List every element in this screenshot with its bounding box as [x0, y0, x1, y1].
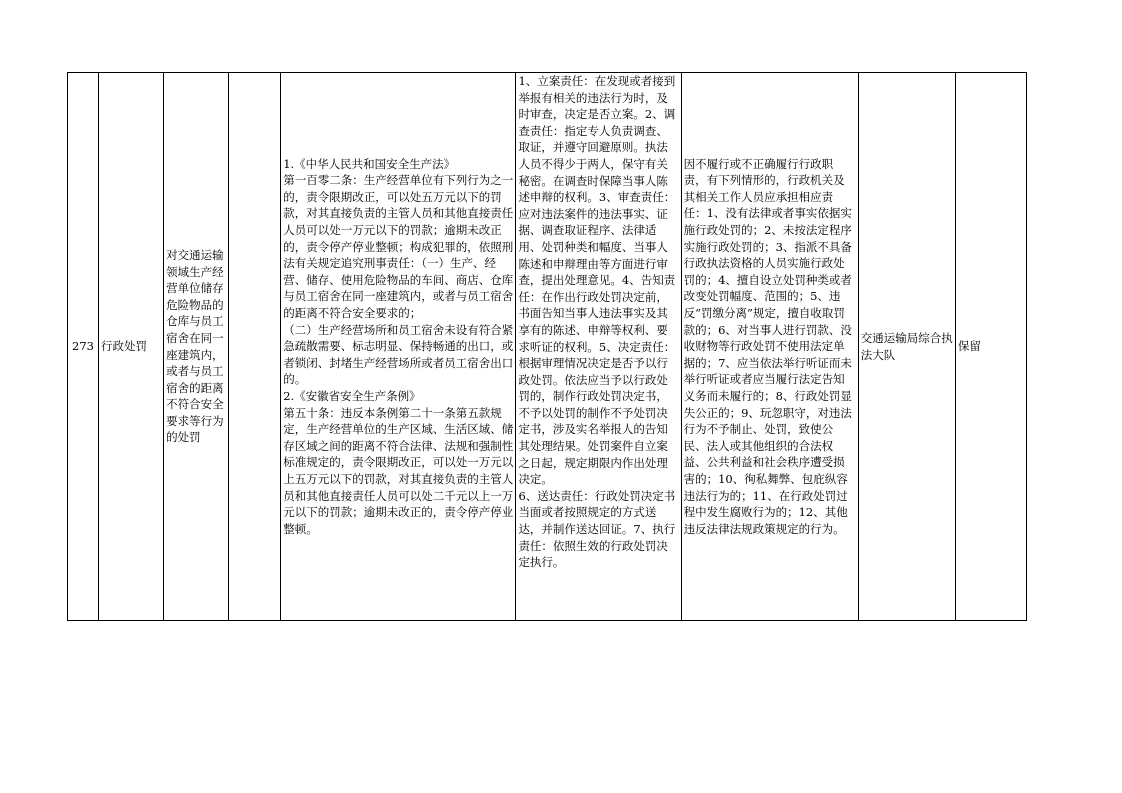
legal-basis-cell: 1.《中华人民共和国安全生产法》 第一百零二条：生产经营单位有下列行为之一的，责令限期改正，可以处五万元以下的罚款，对其直接负责的主管人员和其他直接责任人员可以处一万元以下的罚款；逾期未改正的，责令停产停业整顿；构成犯罪的，依照刑法有关规定追究刑事责任：（一）生产、经营、储存、使用危险物品的车间、商店、仓库与员工宿舍在同一座建筑内，或者与员工宿舍的距离不符合安全要求的； （二）生产经营场所和员工宿舍未设有符合紧急疏散需要、标志明显、保持畅通的出口，或者锁闭、封堵生产经营场所或者员工宿舍出口的。 2.《安徽省安全生产条例》 第五十条：违反本条例第二十一条第五款规定，生产经营单位的生产区域、生活区域、储存区域之间的距离不符合法律、法规和强制性标准规定的，责令限期改正，可以处一万元以上五万元以下的罚款，对其直接负责的主管人员和其他直接责任人员可以处二千元以上一万元以下的罚款；逾期未改正的，责令停产停业整顿。	[281, 73, 516, 621]
table-row	[68, 73, 1027, 621]
department-cell: 交通运输局综合执法大队	[858, 73, 955, 621]
liability-cell: 因不履行或不正确履行行政职责，有下列情形的，行政机关及其相关工作人员应承担相应责任：1、没有法律或者事实依据实施行政处罚的；2、未按法定程序实施行政处罚的；3、指派不具备行政执法资格的人员实施行政处罚的；4、擅自设立处罚种类或者改变处罚幅度、范围的；5、违反“罚缴分离”规定，擅自收取罚款的；6、对当事人进行罚款、没收财物等行政处罚不使用法定单据的；7、应当依法举行听证而未举行听证或者应当履行法定告知义务而未履行的；8、行政处罚显失公正的；9、玩忽职守，对违法行为不予制止、处罚，致使公民、法人或其他组织的合法权益、公共利益和社会秩序遭受损害的；10、徇私舞弊、包庇纵容违法行为的；11、在行政处罚过程中发生腐败行为的；12、其他违反法律法规政策规定的行为。	[681, 73, 858, 621]
item-name-cell: 对交通运输领域生产经营单位储存危险物品的仓库与员工宿舍在同一座建筑内，或者与员工宿舍的距离不符合安全要求等行为的处罚	[164, 73, 229, 621]
sub-item-cell	[229, 73, 281, 621]
row-number-cell: 273	[68, 73, 99, 621]
responsibility-cell	[516, 73, 681, 621]
item-type-cell: 行政处罚	[99, 73, 164, 621]
responsibility-text: 1、立案责任：在发现或者接到举报有相关的违法行为时，及时审查，决定是否立案。2、调查责任：指定专人负责调查、取证，并遵守回避原则。执法人员不得少于两人，保守有关秘密。在调查时保障当事人陈述申辩的权利。3、审查责任：应对违法案件的违法事实、证据、调查取证程序、法律适用、处罚种类和幅度、当事人陈述和申辩理由等方面进行审查，提出处理意见。4、告知责任：在作出行政处罚决定前，书面告知当事人违法事实及其享有的陈述、申辩等权利、要求听证的权利。5、决定责任：根据审理情况决定是否予以行政处罚。依法应当予以行政处罚的，制作行政处罚决定书，不予以处罚的制作不予处罚决定书，涉及实名举报人的告知其处理结果。处罚案件自立案之日起，规定期限内作出处理决定。 6、送达责任：行政处罚决定书当面或者按照规定的方式送达，并制作送达回证。7、执行责任：依照生效的行政处罚决定执行。	[518, 74, 676, 570]
item-table	[67, 72, 1027, 621]
note-cell: 保留	[955, 73, 1026, 621]
